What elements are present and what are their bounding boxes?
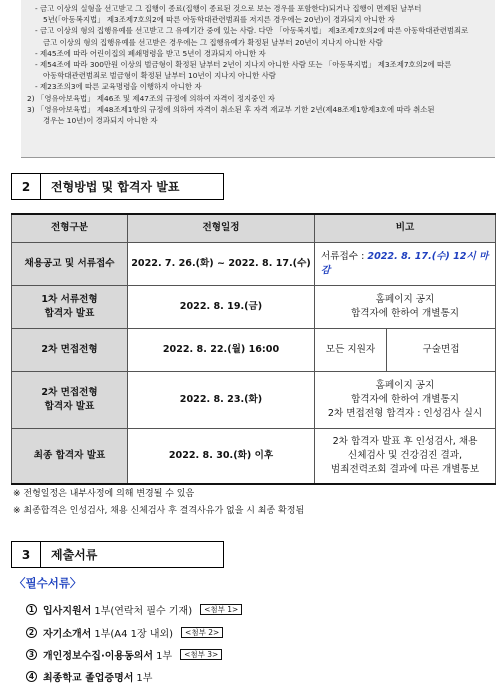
remark-line: 2차 합격자 발표 후 인성검사, 채용 (332, 435, 478, 447)
document-detail: 1부 (156, 651, 173, 662)
item-number: 3 (26, 649, 37, 660)
eligibility-notes-box (21, 0, 495, 158)
table-row (12, 428, 496, 484)
section-3-header (11, 541, 224, 568)
date-cell: 2022. 8. 19.(금) (128, 285, 315, 328)
section-number: 3 (11, 541, 41, 568)
schedule-table (11, 213, 496, 485)
deadline-highlight: 2022. 8. 17.(수) 12시 마감 (321, 250, 489, 276)
stage-line: 2차 면접전형 (41, 386, 98, 398)
stage-cell: 2차 면접전형 (12, 328, 128, 371)
remark-cell: 구술면접 (387, 328, 496, 371)
list-item (26, 647, 222, 662)
document-name: 최종학교 졸업증명서 (43, 673, 134, 684)
header-stage: 전형구분 (12, 214, 128, 242)
note-line: 3) 「영유아보육법」 제48조제1항의 규정에 의하여 자격이 취소된 후 자격 재교부 기한 2년(제48조제1항제3호에 따라 취소된 (27, 104, 435, 114)
remark-prefix: 서류접수 : (321, 250, 368, 262)
item-number: 2 (26, 627, 37, 638)
document-name: 자기소개서 (43, 629, 92, 640)
note-line: - 금고 이상의 형의 집행유예를 선고받고 그 유예기간 중에 있는 사람. 다만 「아동복지법」 제3조제7호의2에 따른 아동학대관련범죄로 (35, 26, 469, 36)
footnote: ※ 최종합격은 인성검사, 채용 신체검사 후 결격사유가 없을 시 최종 확정됨 (13, 506, 305, 516)
list-item (26, 625, 223, 640)
remark-line: 신체검사 및 건강검진 결과, (347, 449, 463, 461)
header-schedule: 전형일정 (128, 214, 315, 242)
footnote: ※ 전형일정은 내부사정에 의해 변경될 수 있음 (13, 489, 195, 499)
document-name: 개인정보수집·이용동의서 (43, 651, 154, 662)
note-line: - 제45조에 따라 어린이집의 폐쇄명령을 받고 5년이 경과되지 아니한 자 (35, 48, 266, 58)
stage-cell: 채용공고 및 서류접수 (12, 242, 128, 285)
note-line: - 제23조의3에 따른 교육명령을 이행하지 아니한 자 (35, 82, 202, 92)
required-documents-title: 〈필수서류〉 (14, 576, 82, 590)
date-cell: 2022. 7. 26.(화) ~ 2022. 8. 17.(수) (128, 242, 315, 285)
note-line: - 제54조에 따라 300만원 이상의 벌금형이 확정된 날부터 2년이 지나지 아니한 사람 또는 「아동복지법」 제3조제7호의2에 따른 (35, 60, 452, 70)
note-line: - 금고 이상의 실형을 선고받고 그 집행이 종료(집행이 종료된 것으로 보는 경우를 포함한다)되거나 집행이 면제된 날부터 (35, 4, 422, 13)
note-line: 5년(「아동복지법」 제3조제7호의2에 따른 아동학대관련범죄를 저지른 경우에는 20년)이 경과되지 아니한 자 (43, 15, 395, 25)
note-line: 금고 이상의 형의 집행유예를 선고받은 경우에는 그 집행유예가 확정된 날부터 20년이 지나지 아니한 사람 (43, 37, 383, 47)
remark-line: 홈페이지 공지 (375, 379, 435, 391)
table-header-row (12, 214, 496, 242)
stage-line: 합격자 발표 (44, 307, 95, 319)
remark-cell (315, 371, 496, 428)
header-remarks: 비고 (315, 214, 496, 242)
stage-cell (12, 285, 128, 328)
remark-cell (315, 285, 496, 328)
document-detail: 1부(A4 1장 내외) (94, 629, 174, 640)
remark-line: 합격자에 한하여 개별통지 (350, 307, 460, 319)
remark-cell (315, 428, 496, 484)
section-title: 제출서류 (41, 541, 224, 568)
section-title: 전형방법 및 합격자 발표 (41, 173, 224, 200)
attachment-tag: <첨부 1> (200, 604, 242, 615)
document-name: 입사지원서 (43, 606, 92, 617)
section-number: 2 (11, 173, 41, 200)
date-cell: 2022. 8. 30.(화) 이후 (128, 428, 315, 484)
note-line: 아동학대관련범죄로 벌금형이 확정된 날부터 10년이 지나지 아니한 사람 (43, 71, 276, 81)
note-line: 경우는 10년)이 경과되지 아니한 자 (43, 116, 158, 126)
stage-line: 1차 서류전형 (41, 293, 98, 305)
attachment-tag: <첨부 3> (180, 649, 222, 660)
date-cell: 2022. 8. 23.(화) (128, 371, 315, 428)
table-row (12, 242, 496, 285)
stage-cell (12, 371, 128, 428)
remark-line: 범죄전력조회 결과에 따른 개별통보 (330, 463, 480, 475)
attachment-tag: <첨부 2> (181, 627, 223, 638)
remark-cell: 모든 지원자 (315, 328, 387, 371)
item-number: 1 (26, 604, 37, 615)
table-row (12, 328, 496, 371)
stage-cell: 최종 합격자 발표 (12, 428, 128, 484)
note-line: 2) 「영유아보육법」 제46조 및 제47조의 규정에 의하여 자격이 정지중인 자 (27, 93, 275, 103)
section-2-header (11, 173, 224, 200)
table-row (12, 371, 496, 428)
table-row (12, 285, 496, 328)
list-item (26, 602, 242, 617)
item-number: 4 (26, 671, 37, 682)
date-cell: 2022. 8. 22.(월) 16:00 (128, 328, 315, 371)
remark-line: 2차 면접전형 합격자 : 인성검사 실시 (327, 407, 483, 419)
list-item (26, 669, 152, 684)
document-detail: 1부(연락처 필수 기재) (94, 606, 193, 617)
remark-line: 합격자에 한하여 개별통지 (350, 393, 460, 405)
document-detail: 1부 (136, 673, 153, 684)
stage-line: 합격자 발표 (44, 400, 95, 412)
remark-line: 홈페이지 공지 (375, 293, 435, 305)
remark-cell (315, 242, 496, 285)
